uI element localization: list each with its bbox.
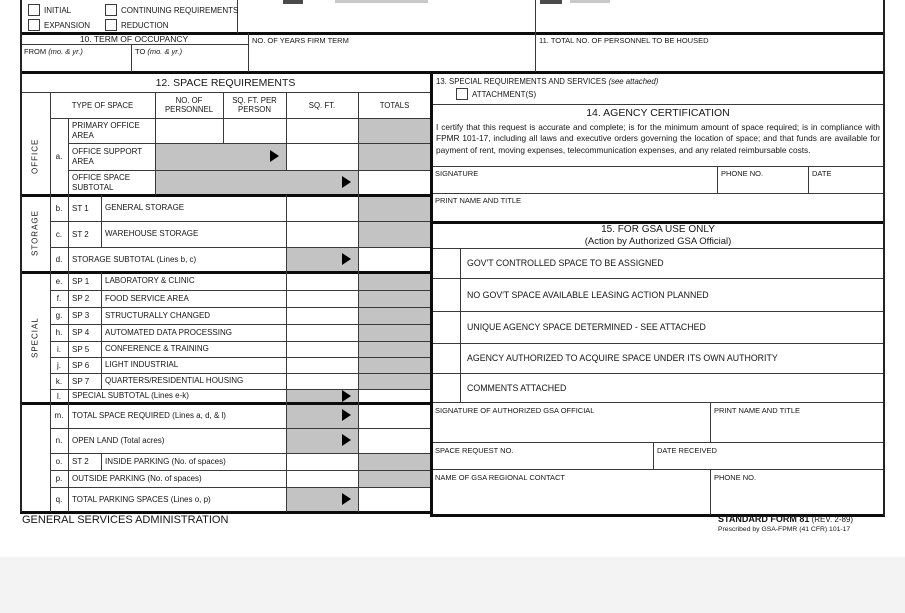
arrow-right-icon bbox=[342, 253, 351, 265]
date-received-label: DATE RECEIVED bbox=[657, 446, 717, 455]
arrow-right-icon bbox=[342, 176, 351, 188]
input-m-total[interactable] bbox=[359, 404, 430, 427]
input-space-request-no[interactable] bbox=[432, 455, 652, 468]
term-to-label bbox=[135, 47, 182, 56]
input-print-name[interactable] bbox=[432, 205, 882, 220]
input-gsa-signature[interactable] bbox=[432, 415, 709, 441]
row-letter: p. bbox=[55, 474, 63, 483]
checkbox-continuing-requirements[interactable] bbox=[105, 4, 117, 16]
grid-line bbox=[68, 118, 69, 512]
form-id: STANDARD FORM 81 bbox=[718, 514, 810, 524]
input-f-sqft[interactable] bbox=[287, 291, 357, 306]
agency-certification-title: 14. AGENCY CERTIFICATION bbox=[586, 107, 730, 119]
input-n-total[interactable] bbox=[359, 429, 430, 452]
row-label: TOTAL PARKING SPACES (Lines o, p) bbox=[72, 494, 211, 504]
arrow-right-icon bbox=[342, 493, 351, 505]
input-date[interactable] bbox=[809, 178, 882, 192]
row-code: SP 7 bbox=[72, 376, 90, 386]
arrow-right-icon bbox=[270, 150, 279, 162]
row-code: SP 3 bbox=[72, 311, 90, 320]
row-code: ST 2 bbox=[72, 457, 89, 466]
cropped-content-artifact bbox=[570, 0, 610, 3]
grid-line bbox=[155, 92, 156, 195]
agency-footer: GENERAL SERVICES ADMINISTRATION bbox=[22, 514, 229, 526]
signature-label: SIGNATURE bbox=[435, 169, 479, 178]
gsa-option: COMMENTS ATTACHED bbox=[467, 382, 567, 393]
row-letter: e. bbox=[55, 276, 63, 286]
grid-line bbox=[431, 193, 885, 194]
row-letter: f. bbox=[56, 294, 62, 303]
row-label: CONFERENCE & TRAINING bbox=[105, 344, 209, 354]
certification-text: I certify that this request is accurate and complete; is for the minimum amount of space required; is in compliance with FPMR 101-17, including all laws and executive orders governing the location of space; and that funds are available for payment of rent, moving expenses, telecommunication expenses, and any related reimbursable costs. bbox=[436, 122, 880, 155]
input-e-sqft[interactable] bbox=[287, 273, 357, 289]
row-label: WAREHOUSE STORAGE bbox=[105, 229, 199, 239]
checkbox-label: REDUCTION bbox=[121, 21, 169, 30]
gsa-option-check-cell[interactable] bbox=[432, 344, 459, 372]
header-no-of-personnel: NO. OF PERSONNEL bbox=[164, 96, 214, 114]
input-a-support-sqft[interactable] bbox=[287, 144, 357, 169]
gsa-option: UNIQUE AGENCY SPACE DETERMINED - SEE ATTACHED bbox=[467, 322, 706, 332]
gsa-option: NO GOV'T SPACE AVAILABLE LEASING ACTION PLANNED bbox=[467, 289, 709, 300]
row-letter: i. bbox=[57, 344, 61, 354]
gsa-signature-label: SIGNATURE OF AUTHORIZED GSA OFFICIAL bbox=[435, 406, 595, 415]
arrow-right-icon bbox=[342, 409, 351, 421]
row-label: INSIDE PARKING (No. of spaces) bbox=[105, 456, 226, 466]
cropped-content-artifact bbox=[283, 0, 303, 4]
row-letter: n. bbox=[55, 436, 63, 445]
row-label: GENERAL STORAGE bbox=[105, 203, 185, 213]
gsa-option-check-cell[interactable] bbox=[432, 249, 459, 277]
cropped-content-artifact bbox=[540, 0, 562, 4]
gsa-option: GOV'T CONTROLLED SPACE TO BE ASSIGNED bbox=[467, 258, 664, 268]
header-type-of-space: TYPE OF SPACE bbox=[71, 100, 134, 110]
arrow-right-icon bbox=[342, 390, 351, 402]
input-date-received[interactable] bbox=[654, 455, 882, 468]
row-label: FOOD SERVICE AREA bbox=[105, 293, 189, 303]
input-q-total[interactable] bbox=[359, 488, 430, 510]
input-a-subtotal-total[interactable] bbox=[359, 171, 430, 193]
term-from-text: FROM bbox=[24, 47, 47, 56]
years-firm-term-label: NO. OF YEARS FIRM TERM bbox=[252, 36, 349, 45]
gsa-option-check-cell[interactable] bbox=[432, 374, 459, 401]
input-gsa-phone[interactable] bbox=[711, 482, 882, 513]
gsa-option: AGENCY AUTHORIZED TO ACQUIRE SPACE UNDER ITS OWN AUTHORITY bbox=[467, 353, 778, 363]
special-requirements-title bbox=[436, 77, 658, 86]
gsa-use-only-subtitle: (Action by Authorized GSA Official) bbox=[584, 235, 732, 247]
page-bottom-margin bbox=[0, 557, 905, 613]
row-label: OPEN LAND (Total acres) bbox=[72, 435, 165, 445]
grid-line bbox=[883, 0, 885, 516]
row-letter: o. bbox=[55, 457, 63, 466]
row-label: OFFICE SUPPORT AREA bbox=[72, 147, 142, 166]
row-letter: g. bbox=[55, 311, 63, 320]
checkbox-initial[interactable] bbox=[28, 4, 40, 16]
term-from-hint: (mo. & yr.) bbox=[48, 47, 83, 56]
section-label-office: OFFICE bbox=[30, 138, 40, 175]
input-j-sqft[interactable] bbox=[287, 358, 357, 372]
row-label: OUTSIDE PARKING (No. of spaces) bbox=[72, 473, 202, 483]
input-g-sqft[interactable] bbox=[287, 308, 357, 323]
row-label: QUARTERS/RESIDENTIAL HOUSING bbox=[105, 376, 244, 386]
row-code: ST 2 bbox=[72, 229, 89, 239]
term-to-hint: (mo. & yr.) bbox=[147, 47, 183, 56]
input-a-primary-sqft[interactable] bbox=[287, 119, 357, 142]
grid-line bbox=[101, 453, 102, 470]
checkbox-expansion[interactable] bbox=[28, 19, 40, 31]
checkbox-label: CONTINUING REQUIREMENTS bbox=[121, 6, 239, 15]
checkbox-reduction[interactable] bbox=[105, 19, 117, 31]
special-requirements-hint: (see attached) bbox=[608, 77, 659, 86]
row-letter: a. bbox=[55, 152, 63, 161]
input-d-total[interactable] bbox=[359, 248, 430, 270]
space-requirements-title: 12. SPACE REQUIREMENTS bbox=[155, 76, 296, 89]
input-term-to[interactable] bbox=[132, 56, 247, 71]
grid-line bbox=[431, 104, 885, 105]
input-gsa-print-name[interactable] bbox=[711, 415, 882, 441]
row-code: SP 5 bbox=[72, 344, 90, 354]
row-letter: j. bbox=[57, 360, 61, 370]
input-k-sqft[interactable] bbox=[287, 374, 357, 388]
input-c-sqft[interactable] bbox=[287, 222, 357, 246]
input-p-spaces[interactable] bbox=[287, 471, 357, 486]
row-letter: c. bbox=[55, 229, 63, 239]
row-label: LABORATORY & CLINIC bbox=[105, 276, 195, 286]
gsa-regional-contact-label: NAME OF GSA REGIONAL CONTACT bbox=[435, 473, 566, 482]
row-code: SP 6 bbox=[72, 360, 90, 370]
term-from-label bbox=[24, 47, 83, 56]
grid-line bbox=[431, 469, 885, 470]
row-label: AUTOMATED DATA PROCESSING bbox=[105, 327, 232, 337]
term-to-text: TO bbox=[135, 47, 146, 56]
row-label: PRIMARY OFFICE AREA bbox=[72, 121, 140, 140]
row-label: LIGHT INDUSTRIAL bbox=[105, 360, 179, 370]
input-i-sqft[interactable] bbox=[287, 342, 357, 356]
row-label: SPECIAL SUBTOTAL (Lines e-k) bbox=[72, 391, 189, 401]
row-code: SP 4 bbox=[72, 328, 90, 337]
space-request-no-label: SPACE REQUEST NO. bbox=[435, 446, 514, 455]
input-h-sqft[interactable] bbox=[287, 325, 357, 340]
checkbox-attachments[interactable] bbox=[456, 88, 468, 100]
input-o-spaces[interactable] bbox=[287, 454, 357, 469]
grid-line bbox=[431, 402, 885, 403]
shaded-cell bbox=[155, 170, 358, 195]
form-revision: (REV. 2-89) bbox=[811, 515, 854, 524]
row-letter: l. bbox=[57, 391, 61, 401]
grid-line bbox=[101, 195, 102, 247]
grid-line bbox=[431, 166, 885, 167]
row-label: TOTAL SPACE REQUIRED (Lines a, d, & l) bbox=[72, 410, 226, 420]
term-of-occupancy-title: 10. TERM OF OCCUPANCY bbox=[79, 33, 189, 44]
grid-line bbox=[460, 248, 461, 402]
input-a-sqft-per-person[interactable] bbox=[224, 119, 285, 142]
row-code: ST 1 bbox=[72, 203, 89, 213]
grid-line bbox=[101, 272, 102, 389]
shaded-cell bbox=[155, 143, 286, 170]
print-name-label: PRINT NAME AND TITLE bbox=[435, 196, 521, 205]
section-label-special: SPECIAL bbox=[30, 317, 40, 358]
input-years-firm-term[interactable] bbox=[249, 46, 534, 71]
attachments-label: ATTACHMENT(S) bbox=[472, 90, 537, 99]
input-gsa-regional-contact[interactable] bbox=[432, 482, 709, 513]
special-requirements-text: 13. SPECIAL REQUIREMENTS AND SERVICES bbox=[436, 77, 607, 86]
row-letter: h. bbox=[55, 328, 63, 337]
input-signature[interactable] bbox=[432, 178, 716, 192]
row-letter: k. bbox=[55, 376, 63, 386]
date-label: DATE bbox=[812, 169, 832, 178]
header-sqft: SQ. FT. bbox=[308, 100, 336, 110]
row-label: STORAGE SUBTOTAL (Lines b, c) bbox=[72, 254, 197, 264]
header-totals: TOTALS bbox=[379, 100, 410, 110]
gsa-print-name-label: PRINT NAME AND TITLE bbox=[714, 406, 800, 415]
row-label: OFFICE SPACE SUBTOTAL bbox=[72, 173, 131, 192]
grid-line bbox=[20, 44, 248, 45]
grid-line bbox=[431, 442, 885, 443]
gsa-phone-label: PHONE NO. bbox=[714, 473, 757, 482]
prescribed-footer: Prescribed by GSA-FPMR (41 CFR) 101-17 bbox=[718, 526, 851, 533]
arrow-right-icon bbox=[342, 434, 351, 446]
personnel-housed-label: 11. TOTAL NO. OF PERSONNEL TO BE HOUSED bbox=[539, 36, 709, 45]
cropped-content-artifact bbox=[335, 0, 428, 3]
row-letter: m. bbox=[54, 411, 64, 420]
gsa-option-check-cell[interactable] bbox=[432, 312, 459, 342]
input-term-from[interactable] bbox=[21, 56, 130, 71]
phone-label: PHONE NO. bbox=[721, 169, 764, 178]
checkbox-label: INITIAL bbox=[44, 6, 72, 15]
row-letter: d. bbox=[55, 255, 63, 264]
shaded-cell bbox=[358, 118, 431, 170]
gsa-use-only-title: 15. FOR GSA USE ONLY bbox=[601, 223, 715, 235]
section-label-storage: STORAGE bbox=[30, 210, 40, 257]
input-phone[interactable] bbox=[718, 178, 807, 192]
input-a-personnel[interactable] bbox=[156, 119, 222, 142]
gsa-option-check-cell[interactable] bbox=[432, 279, 459, 310]
row-code: SP 2 bbox=[72, 294, 90, 303]
header-sqft-per-person: SQ. FT. PER PERSON bbox=[232, 96, 277, 114]
row-label: STRUCTURALLY CHANGED bbox=[105, 310, 211, 320]
row-letter: q. bbox=[55, 495, 63, 504]
grid-line bbox=[237, 0, 238, 33]
input-personnel-housed[interactable] bbox=[536, 46, 883, 71]
input-l-total[interactable] bbox=[359, 390, 430, 402]
input-b-sqft[interactable] bbox=[287, 196, 357, 220]
row-code: SP 1 bbox=[72, 276, 90, 286]
checkbox-label: EXPANSION bbox=[44, 21, 91, 30]
row-letter: b. bbox=[55, 203, 63, 213]
form-id-footer bbox=[718, 515, 853, 524]
